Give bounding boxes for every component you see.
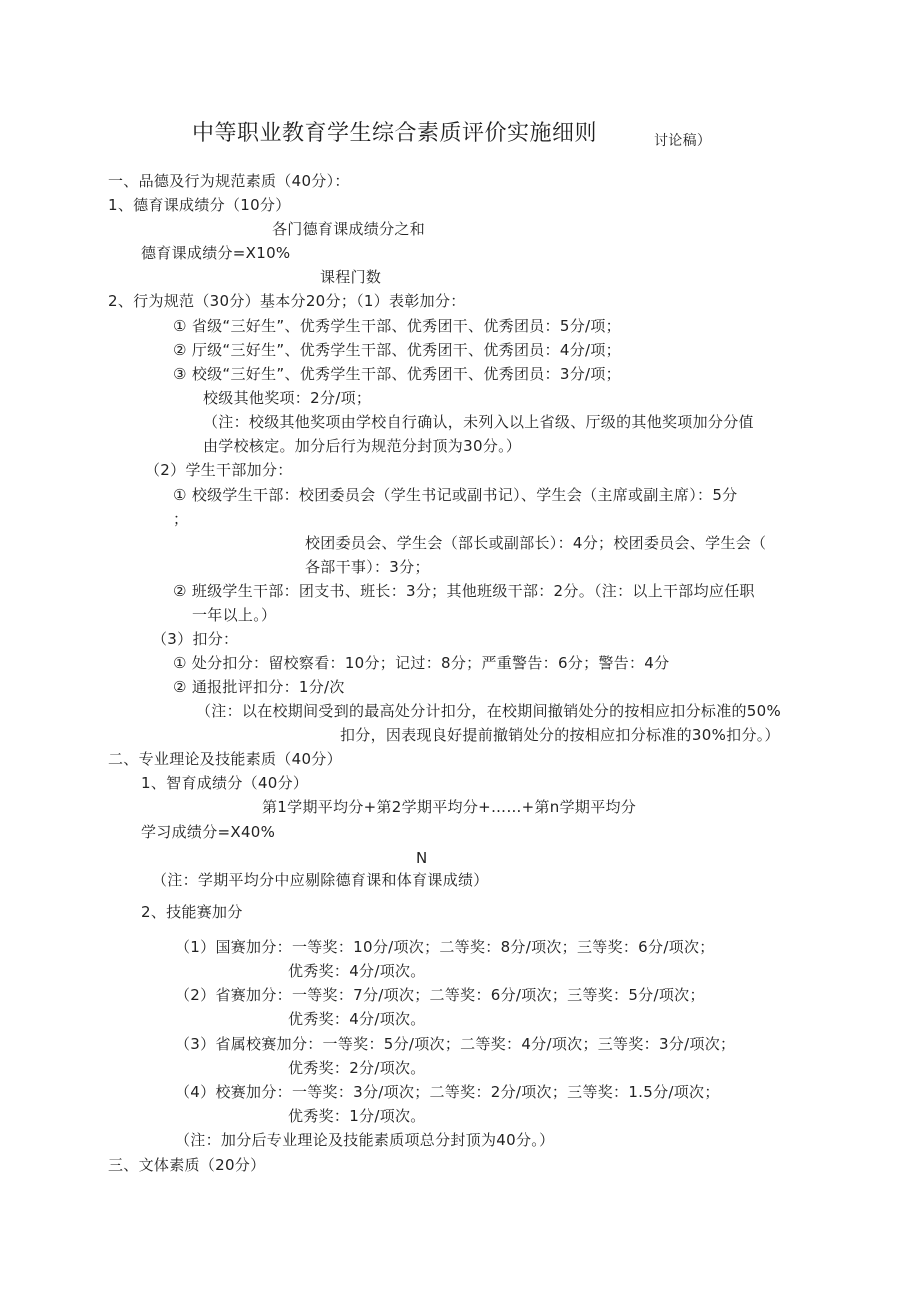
formula-label: 德育课成绩分=X10% [141,244,291,262]
subsection-heading: 2、技能赛加分 [141,903,243,921]
list-item-continuation: 优秀奖：1分/项次。 [288,1107,426,1125]
list-item: ② 班级学生干部：团支书、班长：3分；其他班级干部：2分。（注：以上干部均应任职 [173,582,755,600]
subsection-heading: 1、德育课成绩分（10分） [108,196,291,214]
list-item-continuation: 各部干事）：3分； [305,558,430,576]
formula-denominator: 课程门数 [320,268,382,286]
item-heading: （2）学生干部加分： [145,461,293,479]
subsection-heading: 2、行为规范（30分）基本分20分；（1）表彰加分： [108,292,466,310]
subsection-heading: 1、智育成绩分（40分） [141,774,309,792]
list-item: （4）校赛加分：一等奖：3分/项次；二等奖：2分/项次；三等奖：1.5分/项次； [175,1083,720,1101]
list-item-continuation: ； [173,510,189,528]
list-item: 校级其他奖项：2分/项； [203,389,372,407]
list-item: 校团委员会、学生会（部长或副部长）：4分；校团委员会、学生会（ [305,534,767,552]
list-item: （3）省属校赛加分：一等奖：5分/项次；二等奖：4分/项次；三等奖：3分/项次； [175,1035,736,1053]
section-heading: 一、品德及行为规范素质（40分）： [108,172,350,190]
list-item: ① 处分扣分：留校察看：10分；记过：8分；严重警告：6分；警告：4分 [173,654,670,672]
note-text: 由学校核定。加分后行为规范分封顶为30分。） [203,437,522,455]
list-item-continuation: 一年以上。） [192,606,277,624]
note-text: （注：以在校期间受到的最高处分计扣分，在校期间撤销处分的按相应扣分标准的50% [196,702,782,720]
list-item-continuation: 优秀奖：4分/项次。 [288,1010,426,1028]
list-item: ② 厅级“三好生”、优秀学生干部、优秀团干、优秀团员：4分/项； [173,341,621,359]
page-title: 中等职业教育学生综合素质评价实施细则 [192,121,598,146]
item-heading: （3）扣分： [152,630,239,648]
note-text: （注：加分后专业理论及技能素质项总分封顶为40分。） [175,1131,555,1149]
list-item: ① 校级学生干部：校团委员会（学生书记或副书记）、学生会（主席或副主席）：5分 [173,486,738,504]
formula-denominator: N [416,849,428,867]
list-item: （1）国赛加分：一等奖：10分/项次；二等奖：8分/项次；三等奖：6分/项次； [175,938,715,956]
section-heading: 三、文体素质（20分） [108,1156,266,1174]
list-item: ② 通报批评扣分：1分/次 [173,678,345,696]
section-heading: 二、专业理论及技能素质（40分） [108,750,342,768]
note-text: （注：校级其他奖项由学校自行确认，未列入以上省级、厅级的其他奖项加分分值 [203,413,754,431]
title-suffix: 讨论稿） [654,133,712,149]
formula-numerator: 各门德育课成绩分之和 [272,220,426,238]
formula-label: 学习成绩分=X40% [141,823,276,841]
list-item: （2）省赛加分：一等奖：7分/项次；二等奖：6分/项次；三等奖：5分/项次； [175,986,705,1004]
list-item: ① 省级“三好生”、优秀学生干部、优秀团干、优秀团员：5分/项； [173,317,621,335]
formula-numerator: 第1学期平均分+第2学期平均分+……+第n学期平均分 [262,798,637,816]
note-text: （注：学期平均分中应剔除德育课和体育课成绩） [152,871,489,889]
list-item-continuation: 优秀奖：4分/项次。 [288,962,426,980]
list-item-continuation: 优秀奖：2分/项次。 [288,1059,426,1077]
list-item: ③ 校级“三好生”、优秀学生干部、优秀团干、优秀团员：3分/项； [173,365,621,383]
note-text: 扣分，因表现良好提前撤销处分的按相应扣分标准的30%扣分。） [340,726,780,744]
